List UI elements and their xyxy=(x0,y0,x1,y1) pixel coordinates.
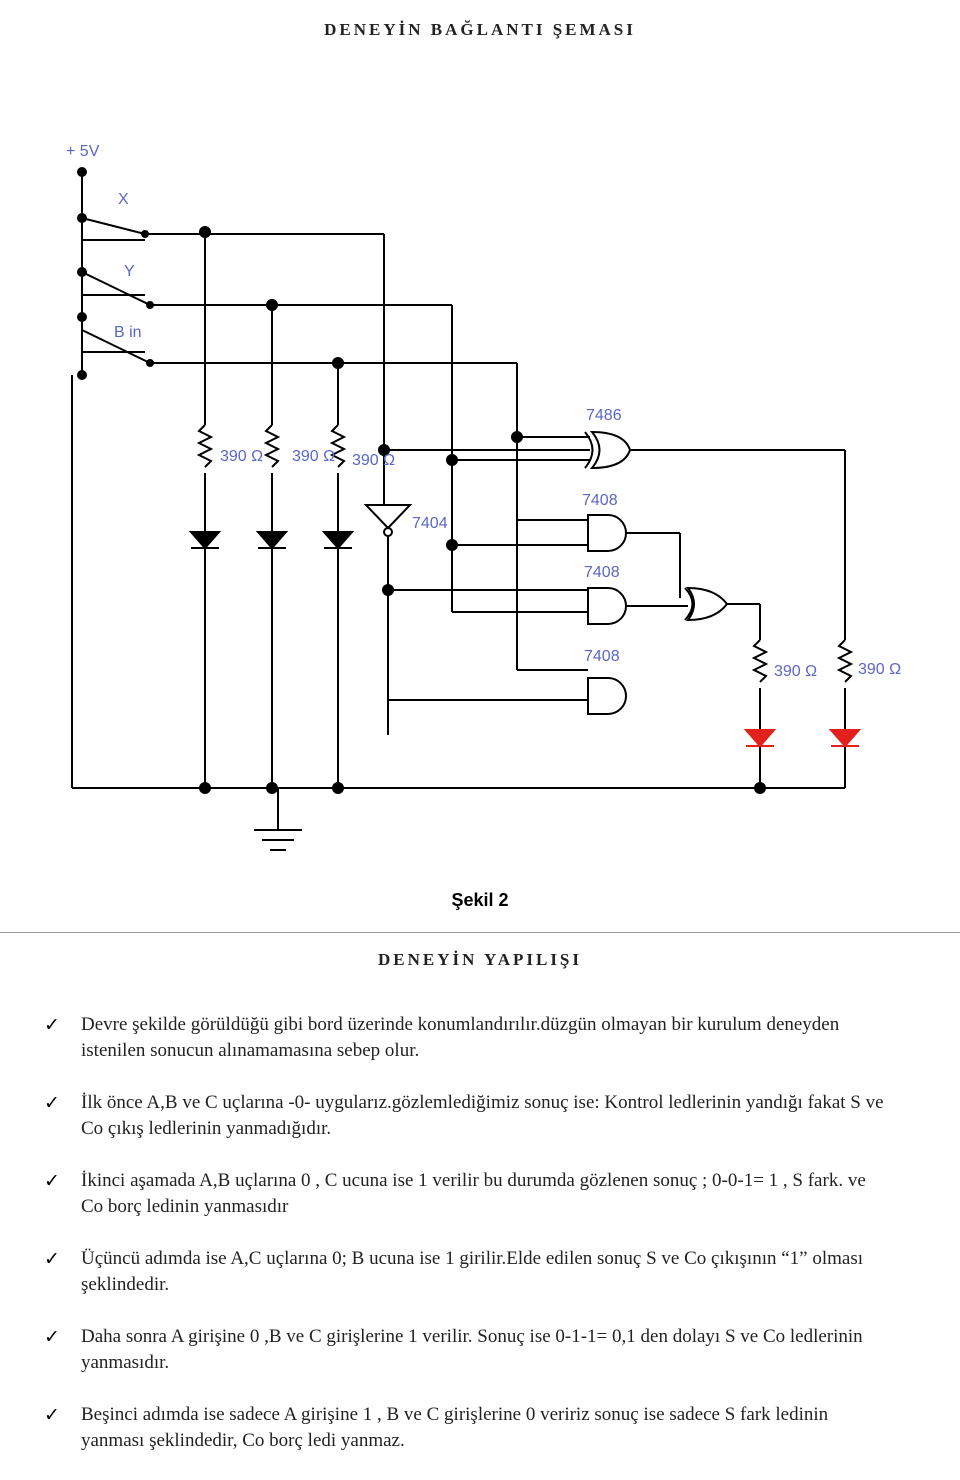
list-item xyxy=(44,1090,884,1142)
checkmark-icon: ✓ xyxy=(44,1092,60,1114)
resistor-label: 390 Ω xyxy=(220,448,264,465)
and-label: 7408 xyxy=(582,492,618,509)
xor-label: 7486 xyxy=(586,407,622,424)
step-text: Devre şekilde görüldüğü gibi bord üzerinde konumlandırılır.düzgün olmayan bir kurulum deneyden istenilen sonucun alınamamasına sebep olur. xyxy=(81,1014,840,1061)
resistor-label: 390 Ω xyxy=(774,663,818,680)
checkmark-icon: ✓ xyxy=(44,1248,60,1270)
resistor-label: 390 Ω xyxy=(352,452,396,469)
list-item xyxy=(44,1402,884,1454)
checkmark-icon: ✓ xyxy=(44,1170,60,1192)
circuit-diagram xyxy=(0,130,960,860)
switch-b-label: B in xyxy=(114,324,142,341)
diagram-section-title: DENEYİN BAĞLANTI ŞEMASI xyxy=(324,20,636,39)
step-text: Beşinci adımda ise sadece A girişine 1 , B ve C girişlerine 0 veririz sonuç ise sadece S fark ledinin yanması şeklindedir, Co borç ledi yanmaz. xyxy=(81,1404,829,1451)
step-text: Üçüncü adımda ise A,C uçlarına 0; B ucuna ise 1 girilir.Elde edilen sonuç S ve Co çıkışının “1” olması şeklindedir. xyxy=(81,1248,864,1295)
procedure-section-title: DENEYİN YAPILIŞI xyxy=(377,950,583,969)
switch-y-label: Y xyxy=(124,263,135,280)
list-item xyxy=(44,1324,884,1376)
list-item xyxy=(44,1012,884,1064)
and-label: 7408 xyxy=(584,564,620,581)
resistor-label: 390 Ω xyxy=(858,661,902,678)
checkmark-icon: ✓ xyxy=(44,1326,60,1348)
switch-x-label: X xyxy=(118,191,129,208)
step-text: Daha sonra A girişine 0 ,B ve C girişlerine 1 verilir. Sonuç ise 0-1-1= 0,1 den dolayı S ve Co ledlerinin yanmasıdır. xyxy=(81,1326,863,1373)
divider xyxy=(0,932,960,933)
step-text: İkinci aşamada A,B uçlarına 0 , C ucuna ise 1 verilir bu durumda gözlenen sonuç ; 0-0-1= 1 , S fark. ve Co borç ledinin yanmasıdır xyxy=(81,1170,866,1217)
supply-label: + 5V xyxy=(66,143,100,160)
inverter-label: 7404 xyxy=(412,515,448,532)
resistor-label: 390 Ω xyxy=(292,448,336,465)
step-text: İlk önce A,B ve C uçlarına -0- uygularız.gözlemlediğimiz sonuç ise: Kontrol ledlerinin yandığı fakat S ve Co çıkış ledlerinin yanmadığıdır. xyxy=(81,1092,884,1139)
figure-caption: Şekil 2 xyxy=(451,890,509,910)
list-item xyxy=(44,1246,884,1298)
checkmark-icon: ✓ xyxy=(44,1014,60,1036)
checkmark-icon: ✓ xyxy=(44,1404,60,1426)
and-label: 7408 xyxy=(584,648,620,665)
procedure-steps xyxy=(44,1012,884,1480)
list-item xyxy=(44,1168,884,1220)
